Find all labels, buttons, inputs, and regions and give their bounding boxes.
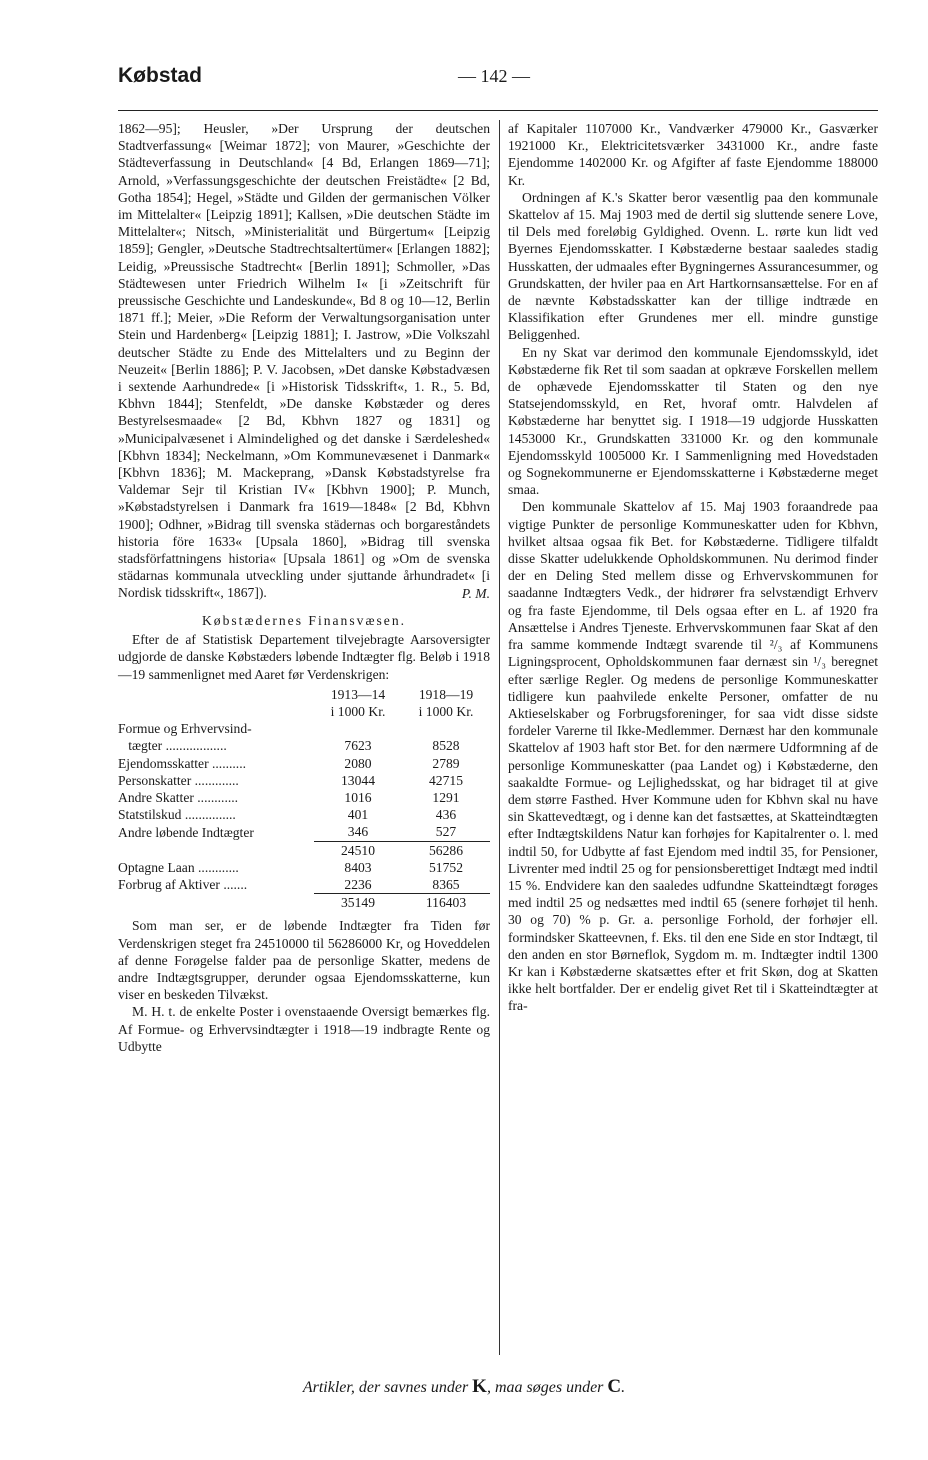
- value-1913: 8403: [344, 859, 372, 875]
- page-number: — 142 —: [458, 66, 530, 86]
- column-unit: i 1000 Kr.: [330, 703, 386, 719]
- left-column: [118, 120, 490, 1055]
- right-paragraph: En ny Skat var derimod den kommunale Ejendomsskyld, idet Købstæderne fik Ret til som saadan at opkræve Forskellen mellem de ophævede Ejendomsskatter til Staten og den nye Statsejendomsskyld, en Ret, hvoraf omtr. Halvdelen af Købstæderne har benyttet sig. I 1918—19 udgjorde Husskatten 1453000 Kr., Grundskatten 331000 Kr. og den kommunale Ejendomsskyld 1005000 Kr. I Sammenligning med Hovedstaden og Sognekommunerne er Ejendomsskatterne i Købstæderne meget smaa.: [508, 344, 878, 498]
- table-row: [118, 876, 490, 894]
- row-label: Formue og Erhvervsind-: [118, 721, 252, 737]
- total-row: [118, 894, 490, 912]
- subtotal-1913: 24510: [314, 841, 402, 859]
- subtotal-row: [118, 841, 490, 859]
- table-row: [118, 720, 490, 737]
- row-label: Optagne Laan ............: [118, 859, 239, 875]
- footer-note: Artikler, der savnes under K, maa søges under C.: [302, 1376, 626, 1397]
- footer-letter-c: C: [607, 1376, 622, 1397]
- author-signature: P. M.: [461, 585, 490, 601]
- value-1918: 51752: [429, 859, 463, 875]
- page-header: [118, 64, 878, 104]
- value-1918: 8365: [432, 876, 460, 892]
- total-1918: 116403: [402, 894, 490, 912]
- right-paragraph: Den kommunale Skattelov af 15. Maj 1903 foraandrede paa vigtige Punkter de personlige Kommuneskatter uden for Kbhvn, hvilket altsaa ogsaa fik Bet. for Købstæderne. Tidligere tilfaldt disse Skatter udelukkende Opholdskommunen. Nu derimod finder der en Deling Sted mellem disse og Erhvervskommunen for saadanne Indtægters Vedk., der hidrører fra selvstændigt Erhverv og fra faste Ejendomme, til Dels ogsaa efter en L. af 1920 fra Ansættelse i Andres Tjeneste. Erhvervskommunen faar Skat af den fra samme kommende Indtægt svarende til ²/₃ af Kommunens Ligningsprocent, Opholdskommunen faar dernæst sin ¹/₃ beregnet efter særlige Regler. Og medens de personlige Kommuneskatter tidligere kun paahvilede enkelte Personer, omfatter de nu Aktieselskaber og Forbrugsforeninger, for saa vidt disse sidste fordeler Varerne til Ikke-Medlemmer. Dernæst har den kommunale Skattelov af 1903 haft stor Bet. for den nærmere Udformning af de personlige Kommuneskatter (paa Landet og) i Købstæderne, den saakaldte Formue- og Lejlighedsskat, og har bidraget til at give dem større Fasthed. Hver Kommune uden for Kbhvn skal nu have sin Skattevedtægt, og i denne kan det fastsættes, at Skatteindtægten efter Indtægtskildens Natur kan forhøjes for Kapitalrenter o. l. med indtil 50, for Udbytte af fast Ejendom med indtil 35, for Pensioner, Livrenter med indtil 25 og for pensionsberettiget Indtægt med indtil 15 %. Endvidere kan den saaledes udfundne Skatteindtægt forøges med indtil 25 og nedsættes med indtil 65 (senere forhøjet til henh. 30 og 70) % p. Gr. a. personlige Forhold, der forhøjer ell. formindsker Skatteevnen, f. Eks. til den ene Side en stor Indtægt, til den anden en stor Børneflok, Sygdom m. m. Indtægter indtil 1300 Kr kan i Købstæderne skatsættes efter et frit Skøn, dog at Skatten ikke helt bortfalder. Der er endelig givet Ret til i Skatteindtægter at fra-: [508, 499, 878, 1014]
- column-unit: i 1000 Kr.: [418, 703, 474, 719]
- table-row: [118, 737, 490, 754]
- table-row: [118, 823, 490, 841]
- row-label: tægter ..................: [118, 738, 227, 754]
- total-1913: 35149: [314, 894, 402, 912]
- row-label: Ejendomsskatter ..........: [118, 755, 246, 771]
- subtotal-1918: 56286: [402, 841, 490, 859]
- header-rule: [118, 110, 878, 111]
- section-heading: Købstædernes Finansvæsen.: [201, 612, 407, 628]
- right-paragraph: af Kapitaler 1107000 Kr., Vandværker 479000 Kr., Gasværker 1921000 Kr., Elektricitetsværker 3431000 Kr., andre faste Ejendomme 1402000 Kr. og Afgifter af faste Ejendomme 188000 Kr.: [508, 121, 878, 188]
- table-row: [118, 772, 490, 789]
- row-label: Statstilskud ...............: [118, 807, 236, 823]
- value-1913: 2236: [344, 876, 372, 892]
- table-unit-row: [118, 703, 490, 720]
- table-row: [118, 789, 490, 806]
- value-1913: 7623: [344, 738, 372, 754]
- value-1913: 2080: [344, 755, 372, 771]
- value-1918: 1291: [432, 789, 460, 805]
- value-1918: 436: [435, 807, 457, 823]
- value-1918: 8528: [432, 738, 460, 754]
- column-divider: [499, 120, 500, 1355]
- row-label: Personskatter .............: [118, 772, 239, 788]
- footer-letter-k: K: [472, 1376, 487, 1397]
- column-header: 1918—19: [418, 686, 474, 702]
- table-row: [118, 755, 490, 772]
- running-head: Købstad: [118, 64, 202, 87]
- right-paragraph: Ordningen af K.'s Skatter beror væsentlig paa den kommunale Skattelov af 15. Maj 1903 med de dertil sig sluttende senere Love, til Dels med foreløbig Gyldighed. Ovenn. L. rørte kun lidt ved Byernes Ejendomsskatter. I Købstæderne bestaar saaledes stadig Husskatten, der udmaales efter Bygningernes Assurancesummer, og Grundskatten, der hviler paa en Art Hartkornsansættelse. For en af de nævnte Købstadsskatter kan der tillige indtræde en Klassifikation efter Grundenes mer ell. mindre gunstige Beliggenhed.: [508, 189, 878, 343]
- value-1913: 1016: [344, 789, 372, 805]
- left-paragraph: 1862—95]; Heusler, »Der Ursprung der deutschen Stadtverfassung« [Weimar 1872]; von Maurer, »Geschichte der Städteverfassung in Deutschland« [4 Bd, Erlangen 1869—71]; Arnold, »Verfassungsgeschichte der deutschen Freistädte« [2 Bd, Gotha 1854]; Hegel, »Städte und Gilden der germanischen Völker im Mittelalter« [Leipzig 1891]; Kallsen, »Die deutschen Städte im Mittelalter«; Nitsch, »Ministerialität und Bürgertum« [Leipzig 1859]; Gengler, »Deutsche Stadtrechtsaltertümer« [Erlangen 1882]; Leidig, »Preussische Stadtrecht« [Berlin 1891]; Schmoller, »Das Städtewesen unter Friedrich Wilhelm I« [i »Zeitschrift für preussische Geschichte und Landeskunde«, Bd 8 og 10—12, Berlin 1871 ff.]; Meier, »Die Reform der Verwaltungsorganisation unter Stein und Hardenberg« [Leipzig 1881]; I. Jastrow, »Die Volkszahl deutscher Städte zu Ende des Mittelalters und zu Beginn der Neuzeit« [Berlin 1886]; P. V. Jacobsen, »Det danske Købstadvæsen i sextende Aarhundrede« [i »Historisk Tidsskrift«, 1. R., 5. Bd, Kbhvn 1844]; Stenfeldt, »De danske Købstæder og deres Bestyrelsesmaade« [2 Bd, Kbhvn 1827 og 1831] og »Municipalvæsenet i Almindelighed og det danske i Særdeleshed« [Kbhvn 1834]; Neckelmann, »Om Kommunevæsenet i Danmark« [Kbhvn 1836]; M. Mackeprang, »Dansk Købstadstyrelse fra Valdemar Sejr til Kristian IV« [Kbhvn 1900]; P. Munch, »Købstadstyrelsen i Danmark fra 1619—1848« [2 Bd, Kbhvn 1900]; Odhner, »Bidrag till svenska städernas och borgareståndets historia före 1633« [Upsala 1860], »Bidrag till svenska stadsförfattningens historia« [Upsala 1861] og »Om de svenska städarnas kommunala utveckling under sjuttande århundradet« [i Nordisk tidsskrift«, 1867]).: [118, 121, 490, 601]
- finance-table: [118, 686, 490, 912]
- value-1918: 42715: [429, 772, 463, 788]
- value-1913: 346: [347, 824, 369, 840]
- table-row: [118, 806, 490, 823]
- right-column: [508, 120, 878, 1015]
- table-header-row: [118, 686, 490, 703]
- value-1913: 13044: [341, 772, 375, 788]
- row-label: Forbrug af Aktiver .......: [118, 877, 248, 893]
- table-row: [118, 859, 490, 876]
- row-label: Andre løbende Indtægter: [118, 824, 254, 840]
- value-1918: 2789: [432, 755, 460, 771]
- left-paragraph: Som man ser, er de løbende Indtægter fra Tiden før Verdenskrigen steget fra 24510000 til 56286000 Kr, og Hoveddelen af denne Forøgelse falder paa de personlige Skatter, medens de andre Indtægtsgrupper, derunder ogsaa Ejendomsskatterne, kun viser en beskeden Tilvækst.: [118, 918, 490, 1003]
- column-header: 1913—14: [330, 686, 386, 702]
- value-1913: 401: [347, 807, 369, 823]
- row-label: Andre Skatter ............: [118, 789, 239, 805]
- left-paragraph: M. H. t. de enkelte Poster i ovenstaaende Oversigt bemærkes flg. Af Formue- og Erhvervsindtægter i 1918—19 indbragte Rente og Udbytte: [118, 1004, 490, 1054]
- value-1918: 527: [435, 824, 457, 840]
- left-paragraph: Efter de af Statistisk Departement tilvejebragte Aarsoversigter udgjorde de danske Købstæders løbende Indtægter flg. Beløb i 1918—19 sammenlignet med Aaret før Verdenskrigen:: [118, 632, 490, 682]
